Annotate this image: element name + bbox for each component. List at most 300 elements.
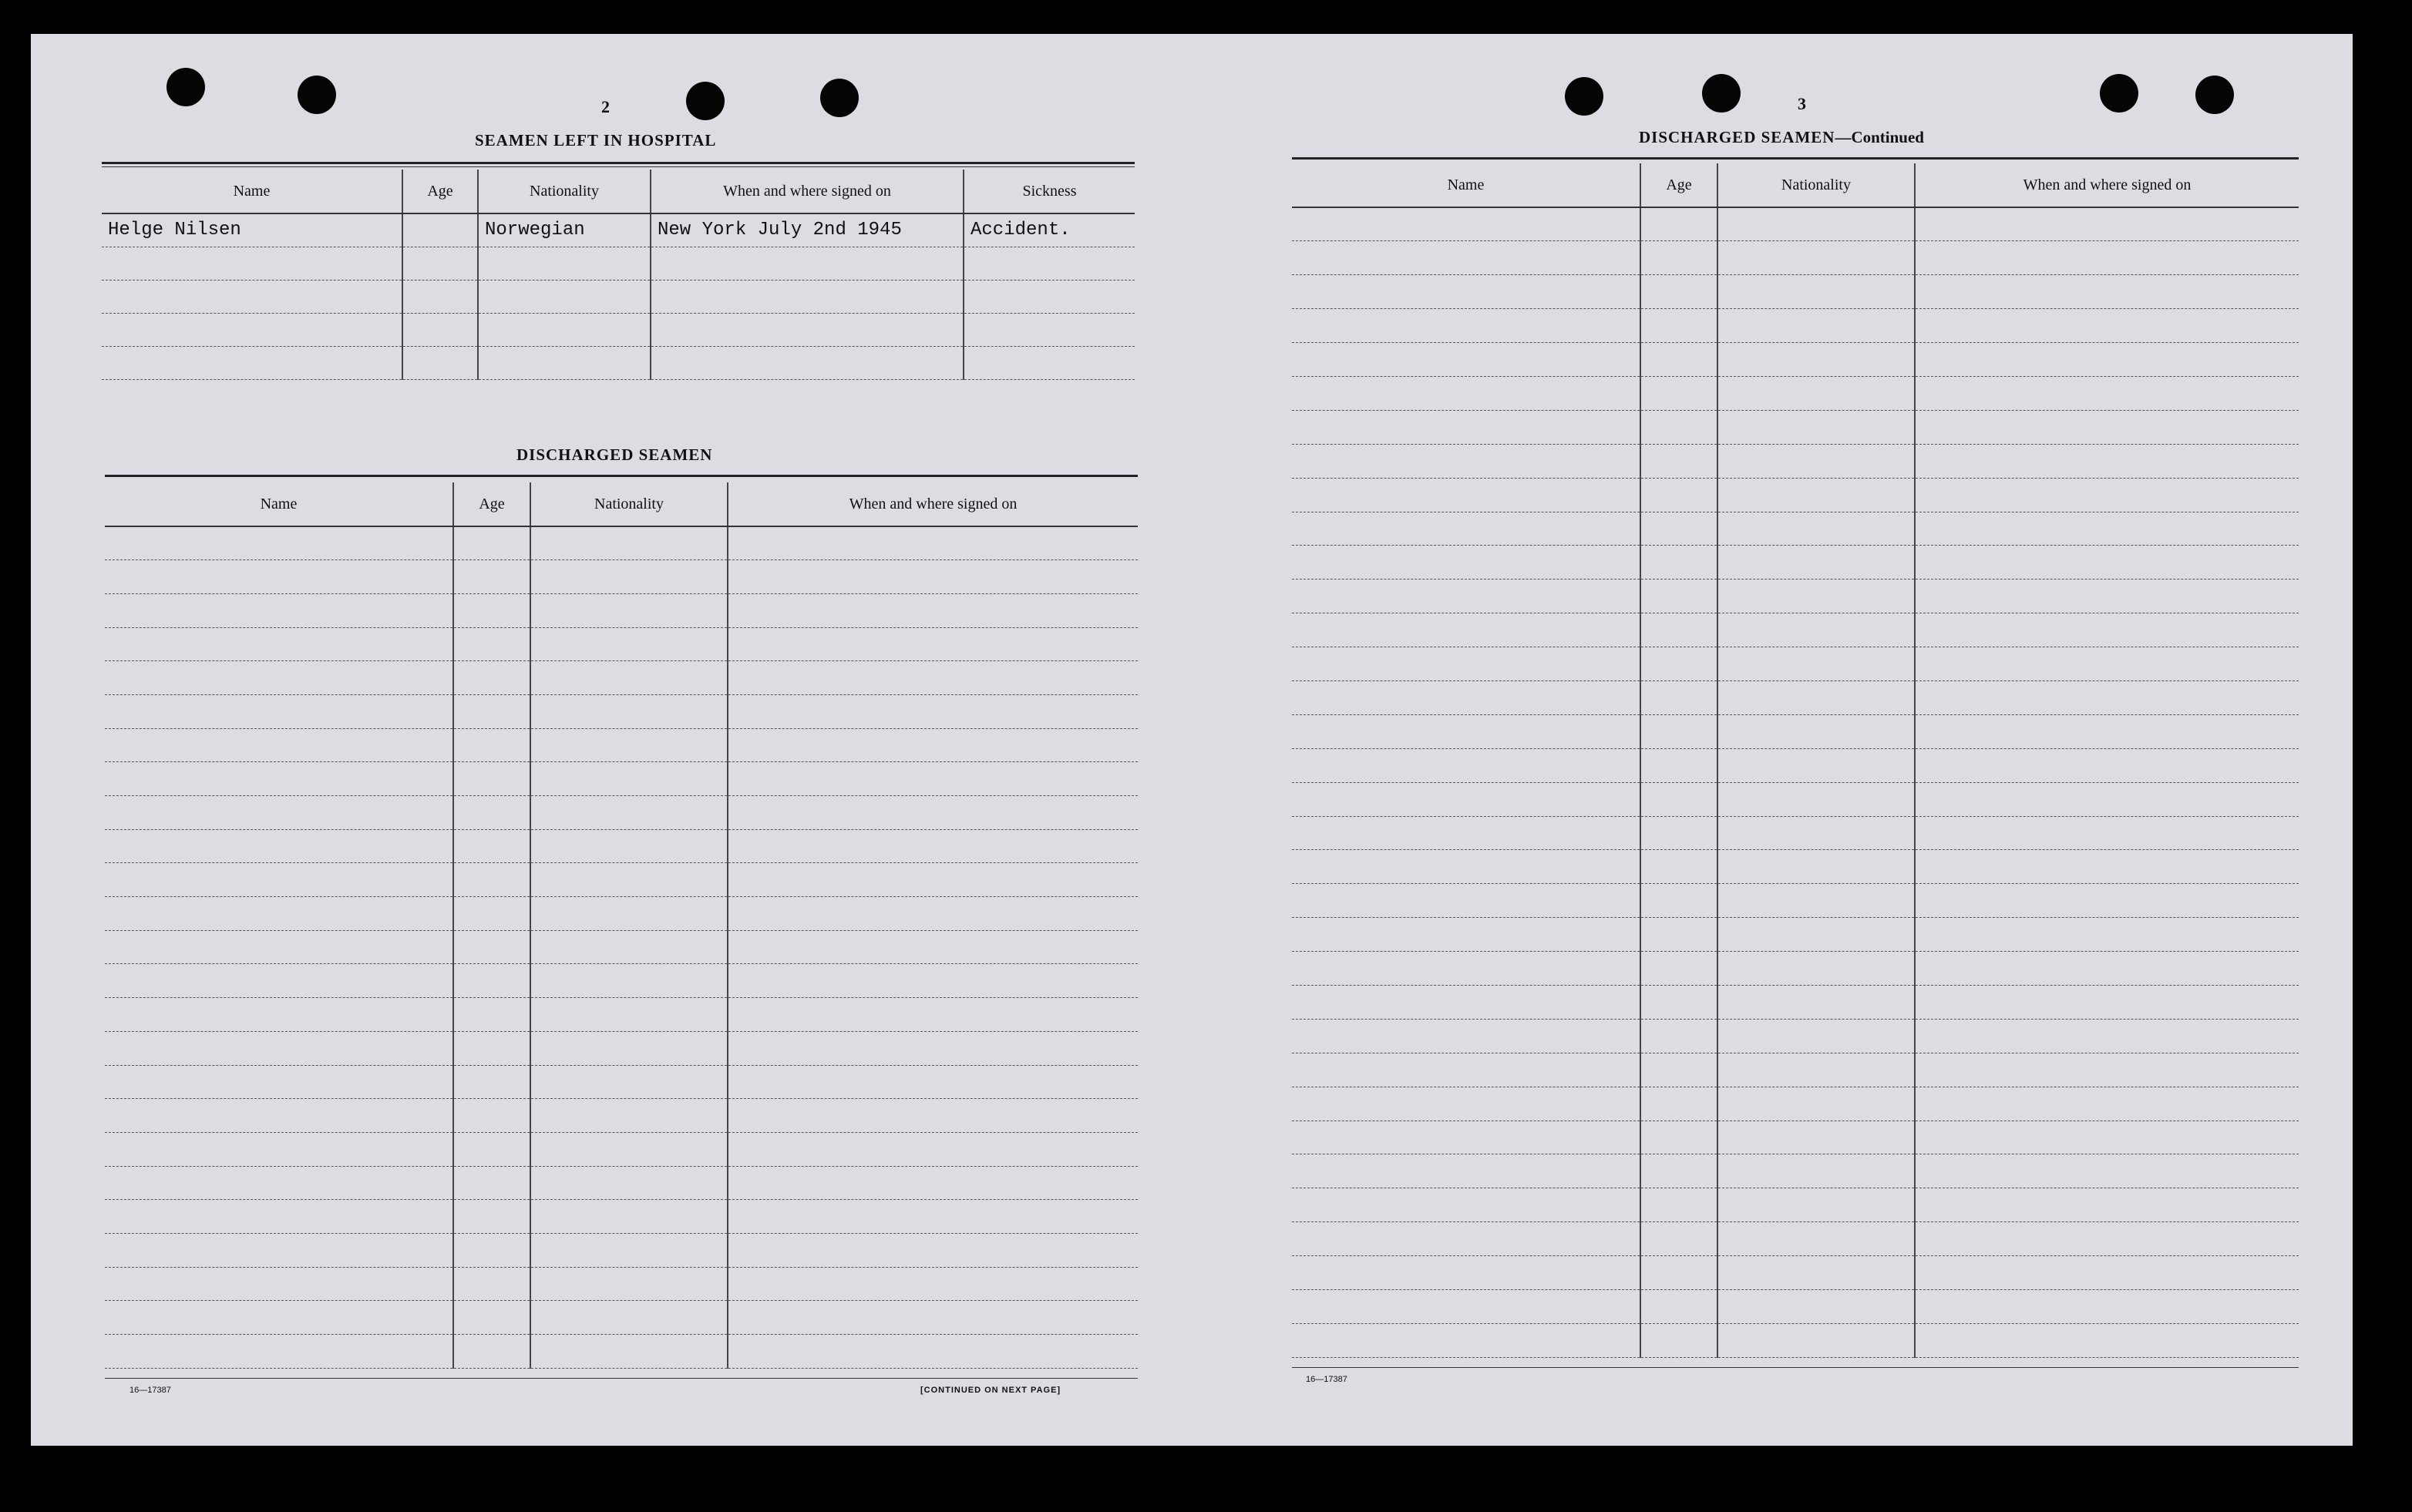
table-cell bbox=[530, 964, 728, 998]
table-cell bbox=[728, 1099, 1138, 1133]
table-cell bbox=[1292, 275, 1640, 309]
table-cell bbox=[1292, 884, 1640, 918]
table-cell bbox=[1915, 714, 2299, 748]
table-row bbox=[1292, 714, 2299, 748]
table-cell bbox=[1640, 613, 1717, 647]
table-cell bbox=[728, 694, 1138, 728]
discharged-table bbox=[105, 482, 1138, 1369]
table-cell bbox=[1717, 1053, 1915, 1087]
cell-name bbox=[102, 280, 402, 313]
table-cell bbox=[1640, 241, 1717, 275]
punch-hole bbox=[686, 82, 725, 120]
section-rule bbox=[102, 166, 1135, 167]
table-row bbox=[105, 1200, 1138, 1234]
table-cell bbox=[1915, 444, 2299, 478]
table-row bbox=[1292, 309, 2299, 343]
table-cell bbox=[530, 762, 728, 796]
table-cell bbox=[1717, 207, 1915, 241]
cell-signed-on bbox=[651, 313, 964, 346]
table-cell bbox=[530, 1301, 728, 1335]
table-cell bbox=[1640, 985, 1717, 1019]
title-main: DISCHARGED SEAMEN bbox=[1639, 128, 1835, 146]
table-cell bbox=[453, 1267, 530, 1301]
table-cell bbox=[530, 526, 728, 560]
table-cell bbox=[1292, 613, 1640, 647]
table-cell bbox=[530, 1031, 728, 1065]
table-cell bbox=[728, 829, 1138, 863]
table-row bbox=[105, 863, 1138, 897]
continued-header-row bbox=[1292, 163, 2299, 207]
table-cell bbox=[728, 526, 1138, 560]
table-cell bbox=[1640, 782, 1717, 816]
table-row bbox=[105, 998, 1138, 1032]
table-cell bbox=[105, 526, 453, 560]
table-row bbox=[1292, 816, 2299, 850]
punch-hole bbox=[1702, 74, 1741, 113]
table-cell bbox=[105, 1267, 453, 1301]
cell-name bbox=[102, 313, 402, 346]
table-cell bbox=[1640, 1121, 1717, 1154]
table-cell bbox=[1915, 241, 2299, 275]
table-row bbox=[1292, 580, 2299, 613]
table-cell bbox=[530, 593, 728, 627]
table-cell bbox=[1292, 680, 1640, 714]
table-row bbox=[105, 1233, 1138, 1267]
table-cell bbox=[530, 1200, 728, 1234]
table-cell bbox=[728, 1132, 1138, 1166]
table-cell bbox=[1915, 1087, 2299, 1121]
table-cell bbox=[728, 1065, 1138, 1099]
cell-nationality bbox=[478, 313, 651, 346]
cell-sickness bbox=[964, 313, 1135, 346]
table-cell bbox=[728, 1200, 1138, 1234]
table-cell bbox=[105, 560, 453, 594]
table-cell bbox=[1717, 1222, 1915, 1256]
table-cell bbox=[1717, 1256, 1915, 1290]
table-cell bbox=[1640, 1053, 1717, 1087]
table-cell bbox=[1292, 1323, 1640, 1357]
table-row bbox=[105, 1031, 1138, 1065]
table-cell bbox=[1292, 1256, 1640, 1290]
table-cell bbox=[1717, 1154, 1915, 1188]
table-row bbox=[1292, 207, 2299, 241]
table-cell bbox=[105, 1200, 453, 1234]
table-cell bbox=[728, 762, 1138, 796]
table-cell bbox=[1292, 952, 1640, 986]
table-cell bbox=[1640, 376, 1717, 410]
table-cell bbox=[1717, 309, 1915, 343]
table-cell bbox=[453, 863, 530, 897]
table-cell bbox=[1915, 343, 2299, 377]
table-row bbox=[102, 280, 1135, 313]
table-row bbox=[1292, 647, 2299, 681]
table-cell bbox=[1292, 512, 1640, 546]
table-cell bbox=[1640, 309, 1717, 343]
table-cell bbox=[1915, 512, 2299, 546]
table-cell bbox=[1292, 1154, 1640, 1188]
table-cell bbox=[105, 661, 453, 695]
table-row bbox=[1292, 546, 2299, 580]
discharged-continued-title bbox=[1639, 128, 1924, 147]
table-cell bbox=[1915, 647, 2299, 681]
table-cell bbox=[1717, 1087, 1915, 1121]
table-row bbox=[105, 661, 1138, 695]
table-cell bbox=[728, 930, 1138, 964]
table-cell bbox=[1717, 714, 1915, 748]
cell-signed-on bbox=[651, 247, 964, 280]
table-row bbox=[1292, 613, 2299, 647]
table-cell bbox=[1640, 580, 1717, 613]
table-row bbox=[1292, 748, 2299, 782]
table-cell bbox=[530, 1233, 728, 1267]
table-cell bbox=[530, 998, 728, 1032]
table-cell bbox=[530, 560, 728, 594]
table-cell bbox=[105, 627, 453, 661]
table-cell bbox=[1292, 1087, 1640, 1121]
table-cell bbox=[453, 762, 530, 796]
table-cell bbox=[728, 1031, 1138, 1065]
table-cell bbox=[453, 930, 530, 964]
table-cell bbox=[105, 930, 453, 964]
cell-age bbox=[402, 280, 478, 313]
page-2 bbox=[31, 34, 1187, 1446]
table-cell bbox=[453, 661, 530, 695]
table-cell bbox=[1292, 1019, 1640, 1053]
table-cell bbox=[1915, 376, 2299, 410]
table-cell bbox=[1292, 478, 1640, 512]
table-row bbox=[1292, 952, 2299, 986]
table-cell bbox=[1915, 748, 2299, 782]
table-cell bbox=[530, 1267, 728, 1301]
table-cell bbox=[105, 1132, 453, 1166]
table-row bbox=[105, 829, 1138, 863]
table-cell bbox=[1915, 1053, 2299, 1087]
table-cell bbox=[530, 1166, 728, 1200]
table-row bbox=[105, 1132, 1138, 1166]
table-cell bbox=[1640, 1087, 1717, 1121]
table-cell bbox=[1717, 1019, 1915, 1053]
table-cell bbox=[1717, 343, 1915, 377]
table-row bbox=[105, 1099, 1138, 1133]
table-cell bbox=[105, 964, 453, 998]
table-cell bbox=[1915, 275, 2299, 309]
table-cell bbox=[453, 694, 530, 728]
table-row bbox=[1292, 1087, 2299, 1121]
table-cell bbox=[453, 1301, 530, 1335]
table-cell bbox=[1915, 1323, 2299, 1357]
punch-hole bbox=[298, 76, 336, 114]
table-cell bbox=[728, 796, 1138, 830]
table-row bbox=[1292, 782, 2299, 816]
table-cell bbox=[728, 897, 1138, 931]
table-cell bbox=[1717, 850, 1915, 884]
table-cell bbox=[453, 1099, 530, 1133]
table-cell bbox=[728, 964, 1138, 998]
cell-sickness: Accident. bbox=[964, 213, 1135, 247]
table-cell bbox=[1292, 1053, 1640, 1087]
table-cell bbox=[1292, 647, 1640, 681]
table-cell bbox=[453, 998, 530, 1032]
table-cell bbox=[105, 1335, 453, 1369]
table-row bbox=[105, 1267, 1138, 1301]
table-cell bbox=[1640, 714, 1717, 748]
table-row bbox=[102, 346, 1135, 379]
table-cell bbox=[1292, 1188, 1640, 1222]
table-row bbox=[1292, 985, 2299, 1019]
hospital-rows bbox=[102, 213, 1135, 379]
table-cell bbox=[105, 593, 453, 627]
table-cell bbox=[530, 796, 728, 830]
table-cell bbox=[1292, 748, 1640, 782]
table-cell bbox=[1717, 647, 1915, 681]
table-cell bbox=[453, 829, 530, 863]
table-cell bbox=[105, 1233, 453, 1267]
table-cell bbox=[1640, 546, 1717, 580]
section-rule bbox=[102, 162, 1135, 164]
table-cell bbox=[1915, 309, 2299, 343]
table-cell bbox=[1292, 816, 1640, 850]
table-row bbox=[1292, 1323, 2299, 1357]
discharged-section-title: DISCHARGED SEAMEN bbox=[516, 445, 713, 464]
column-header: Name bbox=[102, 170, 402, 213]
table-cell bbox=[1640, 952, 1717, 986]
table-cell bbox=[453, 1200, 530, 1234]
table-row bbox=[105, 1065, 1138, 1099]
punch-hole bbox=[2100, 74, 2138, 113]
section-rule bbox=[105, 475, 1138, 477]
page-number: 3 bbox=[1798, 94, 1806, 113]
table-cell bbox=[1292, 1222, 1640, 1256]
table-cell bbox=[1915, 1188, 2299, 1222]
cell-signed-on: New York July 2nd 1945 bbox=[651, 213, 964, 247]
table-cell bbox=[1292, 1290, 1640, 1324]
table-cell bbox=[1915, 680, 2299, 714]
table-cell bbox=[1292, 546, 1640, 580]
form-number: 16—17387 bbox=[130, 1386, 171, 1395]
table-cell bbox=[1292, 410, 1640, 444]
table-cell bbox=[1640, 1154, 1717, 1188]
table-row bbox=[1292, 680, 2299, 714]
cell-nationality bbox=[478, 280, 651, 313]
column-header: Nationality bbox=[478, 170, 651, 213]
table-cell bbox=[1640, 512, 1717, 546]
table-cell bbox=[1717, 1290, 1915, 1324]
table-cell bbox=[1640, 918, 1717, 952]
table-cell bbox=[1717, 275, 1915, 309]
table-cell bbox=[1717, 444, 1915, 478]
table-cell bbox=[453, 526, 530, 560]
table-cell bbox=[1292, 376, 1640, 410]
table-cell bbox=[530, 1065, 728, 1099]
cell-age bbox=[402, 247, 478, 280]
table-row bbox=[1292, 1053, 2299, 1087]
table-cell bbox=[453, 1132, 530, 1166]
table-cell bbox=[728, 998, 1138, 1032]
cell-sickness bbox=[964, 280, 1135, 313]
table-cell bbox=[728, 593, 1138, 627]
table-row bbox=[105, 964, 1138, 998]
table-cell bbox=[105, 1166, 453, 1200]
table-cell bbox=[728, 1166, 1138, 1200]
punch-hole bbox=[167, 68, 205, 106]
table-cell bbox=[1915, 1154, 2299, 1188]
column-header: Age bbox=[402, 170, 478, 213]
table-cell bbox=[1717, 1323, 1915, 1357]
table-cell bbox=[1292, 444, 1640, 478]
table-row bbox=[105, 627, 1138, 661]
table-row bbox=[1292, 1222, 2299, 1256]
table-cell bbox=[530, 897, 728, 931]
table-cell bbox=[1915, 985, 2299, 1019]
discharged-header-row bbox=[105, 482, 1138, 526]
table-cell bbox=[1915, 478, 2299, 512]
table-row bbox=[1292, 918, 2299, 952]
table-cell bbox=[728, 728, 1138, 762]
table-row bbox=[102, 313, 1135, 346]
table-row bbox=[105, 1166, 1138, 1200]
cell-nationality: Norwegian bbox=[478, 213, 651, 247]
table-row bbox=[1292, 376, 2299, 410]
table-row bbox=[1292, 1188, 2299, 1222]
table-cell bbox=[1717, 376, 1915, 410]
table-cell bbox=[1640, 680, 1717, 714]
table-cell bbox=[105, 829, 453, 863]
table-cell bbox=[530, 694, 728, 728]
table-cell bbox=[1292, 241, 1640, 275]
table-cell bbox=[105, 1065, 453, 1099]
table-cell bbox=[530, 1335, 728, 1369]
table-cell bbox=[728, 1301, 1138, 1335]
punch-hole bbox=[1565, 77, 1603, 116]
cell-name bbox=[102, 247, 402, 280]
table-cell bbox=[1915, 918, 2299, 952]
table-row bbox=[1292, 1019, 2299, 1053]
table-cell bbox=[1915, 816, 2299, 850]
column-header: Age bbox=[453, 482, 530, 526]
table-cell bbox=[453, 560, 530, 594]
cell-name bbox=[102, 346, 402, 379]
table-cell bbox=[1915, 546, 2299, 580]
table-cell bbox=[1915, 613, 2299, 647]
table-cell bbox=[1717, 985, 1915, 1019]
title-continued: —Continued bbox=[1835, 128, 1924, 146]
column-header: Nationality bbox=[530, 482, 728, 526]
table-cell bbox=[1640, 884, 1717, 918]
table-cell bbox=[105, 694, 453, 728]
table-row bbox=[105, 1301, 1138, 1335]
table-cell bbox=[105, 998, 453, 1032]
table-cell bbox=[530, 1099, 728, 1133]
table-cell bbox=[453, 1031, 530, 1065]
table-cell bbox=[530, 863, 728, 897]
table-cell bbox=[105, 897, 453, 931]
table-cell bbox=[1915, 1019, 2299, 1053]
table-cell bbox=[728, 863, 1138, 897]
table-cell bbox=[1640, 478, 1717, 512]
table-cell bbox=[530, 930, 728, 964]
table-cell bbox=[1292, 918, 1640, 952]
table-cell bbox=[1640, 1188, 1717, 1222]
table-row bbox=[1292, 343, 2299, 377]
table-cell bbox=[105, 1301, 453, 1335]
table-cell bbox=[1915, 207, 2299, 241]
table-cell bbox=[1640, 647, 1717, 681]
table-row bbox=[105, 694, 1138, 728]
column-header: Age bbox=[1640, 163, 1717, 207]
hospital-header-row bbox=[102, 170, 1135, 213]
table-row bbox=[1292, 1121, 2299, 1154]
table-cell bbox=[1717, 918, 1915, 952]
punch-hole bbox=[820, 79, 859, 117]
table-cell bbox=[1640, 1222, 1717, 1256]
table-cell bbox=[1640, 343, 1717, 377]
section-rule bbox=[1292, 157, 2299, 160]
bottom-rule bbox=[105, 1378, 1138, 1379]
table-row bbox=[105, 728, 1138, 762]
table-cell bbox=[530, 728, 728, 762]
table-cell bbox=[453, 897, 530, 931]
cell-sickness bbox=[964, 247, 1135, 280]
column-header: When and where signed on bbox=[728, 482, 1138, 526]
table-cell bbox=[530, 627, 728, 661]
cell-signed-on bbox=[651, 280, 964, 313]
table-cell bbox=[1292, 580, 1640, 613]
table-cell bbox=[1717, 782, 1915, 816]
table-cell bbox=[530, 829, 728, 863]
table-cell bbox=[105, 728, 453, 762]
table-row bbox=[105, 560, 1138, 594]
table-cell bbox=[1717, 613, 1915, 647]
table-cell bbox=[1915, 884, 2299, 918]
column-header: Nationality bbox=[1717, 163, 1915, 207]
table-cell bbox=[105, 1099, 453, 1133]
cell-age bbox=[402, 213, 478, 247]
table-cell bbox=[1292, 343, 1640, 377]
table-cell bbox=[1717, 1188, 1915, 1222]
table-row bbox=[1292, 410, 2299, 444]
table-cell bbox=[1717, 748, 1915, 782]
table-row bbox=[105, 930, 1138, 964]
table-cell bbox=[453, 796, 530, 830]
table-cell bbox=[1640, 748, 1717, 782]
table-cell bbox=[453, 1335, 530, 1369]
bottom-rule bbox=[1292, 1367, 2299, 1368]
table-row bbox=[105, 897, 1138, 931]
form-number: 16—17387 bbox=[1306, 1375, 1347, 1384]
table-cell bbox=[1915, 952, 2299, 986]
table-cell bbox=[728, 1233, 1138, 1267]
table-cell bbox=[728, 1335, 1138, 1369]
table-row bbox=[1292, 275, 2299, 309]
cell-signed-on bbox=[651, 346, 964, 379]
table-cell bbox=[1717, 952, 1915, 986]
cell-name: Helge Nilsen bbox=[102, 213, 402, 247]
table-cell bbox=[1640, 850, 1717, 884]
table-cell bbox=[1640, 444, 1717, 478]
table-cell bbox=[530, 1132, 728, 1166]
cell-sickness bbox=[964, 346, 1135, 379]
table-row bbox=[1292, 241, 2299, 275]
table-cell bbox=[105, 863, 453, 897]
table-row bbox=[105, 762, 1138, 796]
table-cell bbox=[1717, 512, 1915, 546]
table-row bbox=[105, 1335, 1138, 1369]
table-cell bbox=[1915, 1121, 2299, 1154]
table-cell bbox=[1915, 1290, 2299, 1324]
hospital-table bbox=[102, 170, 1135, 380]
table-row bbox=[1292, 1256, 2299, 1290]
table-row bbox=[1292, 478, 2299, 512]
